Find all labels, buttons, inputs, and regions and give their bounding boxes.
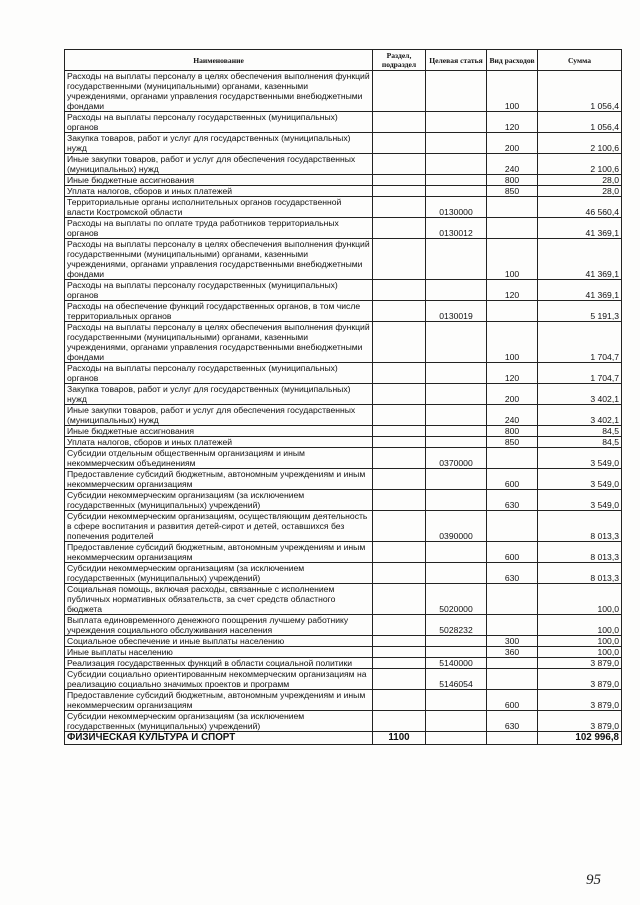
- cell-kind: 600: [487, 690, 538, 711]
- table-row: [65, 426, 622, 437]
- header-kind: Вид расходов: [487, 50, 538, 71]
- table-row: [65, 239, 622, 280]
- cell-section: [373, 469, 426, 490]
- cell-kind: [487, 732, 538, 745]
- cell-kind: 630: [487, 490, 538, 511]
- cell-section: [373, 636, 426, 647]
- header-section: Раздел, подраздел: [373, 50, 426, 71]
- cell-name: Расходы на выплаты персоналу в целях обеспечения выполнения функций государственными (муниципальными) органами, казенными учреждениями, органами управления государственными внебюджетными фондами: [65, 322, 373, 363]
- cell-kind: 120: [487, 112, 538, 133]
- cell-sum: 2 100,6: [538, 133, 622, 154]
- cell-section: [373, 154, 426, 175]
- cell-section: [373, 690, 426, 711]
- table-row: [65, 71, 622, 112]
- cell-section: [373, 584, 426, 615]
- cell-name: Субсидии социально ориентированным некоммерческим организациям на реализацию социально значимых проектов и программ: [65, 669, 373, 690]
- cell-name: Уплата налогов, сборов и иных платежей: [65, 437, 373, 448]
- table-row: [65, 690, 622, 711]
- cell-section: [373, 280, 426, 301]
- cell-target: 0390000: [426, 511, 487, 542]
- table-row: [65, 405, 622, 426]
- cell-section: [373, 133, 426, 154]
- cell-sum: 1 704,7: [538, 322, 622, 363]
- cell-name: Закупка товаров, работ и услуг для государственных (муниципальных) нужд: [65, 384, 373, 405]
- table-row: [65, 197, 622, 218]
- cell-section: [373, 615, 426, 636]
- cell-section: [373, 490, 426, 511]
- cell-target: 0130000: [426, 197, 487, 218]
- cell-section: [373, 658, 426, 669]
- cell-sum: 100,0: [538, 636, 622, 647]
- cell-sum: 3 549,0: [538, 448, 622, 469]
- budget-table: [64, 49, 622, 745]
- cell-target: [426, 186, 487, 197]
- cell-sum: 100,0: [538, 647, 622, 658]
- cell-sum: 2 100,6: [538, 154, 622, 175]
- cell-sum: 41 369,1: [538, 280, 622, 301]
- cell-kind: 200: [487, 384, 538, 405]
- cell-kind: 300: [487, 636, 538, 647]
- cell-name: Расходы на выплаты персоналу государственных (муниципальных) органов: [65, 363, 373, 384]
- table-row: [65, 301, 622, 322]
- cell-name: Субсидии некоммерческим организациям (за исключением государственных (муниципальных) учреждений): [65, 490, 373, 511]
- table-row: [65, 448, 622, 469]
- cell-name: Субсидии некоммерческим организациям (за исключением государственных (муниципальных) учреждений): [65, 711, 373, 732]
- cell-target: [426, 384, 487, 405]
- cell-section: [373, 437, 426, 448]
- table-row: [65, 584, 622, 615]
- table-row: [65, 437, 622, 448]
- cell-sum: 100,0: [538, 615, 622, 636]
- cell-target: [426, 112, 487, 133]
- cell-kind: 120: [487, 363, 538, 384]
- cell-section: [373, 542, 426, 563]
- header-sum: Сумма: [538, 50, 622, 71]
- cell-kind: [487, 218, 538, 239]
- cell-sum: 84,5: [538, 426, 622, 437]
- cell-name: Расходы на выплаты персоналу государственных (муниципальных) органов: [65, 112, 373, 133]
- cell-kind: 600: [487, 542, 538, 563]
- cell-sum: 41 369,1: [538, 218, 622, 239]
- table-header-row: [65, 50, 622, 71]
- cell-kind: 850: [487, 437, 538, 448]
- cell-sum: 3 402,1: [538, 405, 622, 426]
- table-row: [65, 322, 622, 363]
- table-row: [65, 647, 622, 658]
- cell-target: 5028232: [426, 615, 487, 636]
- cell-kind: 100: [487, 322, 538, 363]
- cell-name: Социальное обеспечение и иные выплаты населению: [65, 636, 373, 647]
- cell-name: Иные выплаты населению: [65, 647, 373, 658]
- table-row: [65, 218, 622, 239]
- cell-kind: 600: [487, 469, 538, 490]
- cell-name: Иные бюджетные ассигнования: [65, 175, 373, 186]
- cell-target: [426, 647, 487, 658]
- cell-target: [426, 690, 487, 711]
- header-name: Наименование: [65, 50, 373, 71]
- table-row: [65, 542, 622, 563]
- table-row: [65, 363, 622, 384]
- cell-name: Расходы на обеспечение функций государственных органов, в том числе территориальных органов: [65, 301, 373, 322]
- cell-section: [373, 647, 426, 658]
- cell-target: [426, 469, 487, 490]
- table-row: [65, 658, 622, 669]
- table-row: [65, 636, 622, 647]
- cell-name: Предоставление субсидий бюджетным, автономным учреждениям и иным некоммерческим организациям: [65, 542, 373, 563]
- cell-kind: 800: [487, 426, 538, 437]
- cell-kind: 850: [487, 186, 538, 197]
- cell-sum: 41 369,1: [538, 239, 622, 280]
- cell-section: [373, 384, 426, 405]
- cell-kind: 200: [487, 133, 538, 154]
- cell-name: Социальная помощь, включая расходы, связанные с исполнением публичных нормативных обязательств, за счет средств областного бюджета: [65, 584, 373, 615]
- cell-sum: 3 549,0: [538, 469, 622, 490]
- cell-target: [426, 426, 487, 437]
- cell-target: [426, 437, 487, 448]
- cell-section: [373, 218, 426, 239]
- cell-section: [373, 239, 426, 280]
- cell-section: 1100: [373, 732, 426, 745]
- cell-section: [373, 301, 426, 322]
- cell-sum: 1 056,4: [538, 71, 622, 112]
- table-row: [65, 175, 622, 186]
- cell-target: [426, 563, 487, 584]
- cell-section: [373, 669, 426, 690]
- cell-kind: 240: [487, 405, 538, 426]
- cell-target: 0130019: [426, 301, 487, 322]
- cell-sum: 102 996,8: [538, 732, 622, 745]
- cell-section: [373, 405, 426, 426]
- cell-section: [373, 563, 426, 584]
- cell-section: [373, 197, 426, 218]
- cell-kind: [487, 669, 538, 690]
- cell-section: [373, 71, 426, 112]
- cell-name: Иные закупки товаров, работ и услуг для обеспечения государственных (муниципальных) нужд: [65, 154, 373, 175]
- cell-kind: [487, 584, 538, 615]
- table-body: [65, 71, 622, 745]
- table-row: [65, 186, 622, 197]
- cell-sum: 1 056,4: [538, 112, 622, 133]
- cell-name: Территориальные органы исполнительных органов государственной власти Костромской области: [65, 197, 373, 218]
- cell-target: [426, 71, 487, 112]
- cell-name: Расходы на выплаты персоналу государственных (муниципальных) органов: [65, 280, 373, 301]
- cell-kind: 360: [487, 647, 538, 658]
- cell-sum: 5 191,3: [538, 301, 622, 322]
- cell-kind: [487, 658, 538, 669]
- cell-name: Предоставление субсидий бюджетным, автономным учреждениям и иным некоммерческим организациям: [65, 469, 373, 490]
- cell-sum: 3 879,0: [538, 690, 622, 711]
- cell-section: [373, 511, 426, 542]
- cell-section: [373, 175, 426, 186]
- cell-target: [426, 732, 487, 745]
- cell-kind: 630: [487, 563, 538, 584]
- cell-sum: 3 879,0: [538, 669, 622, 690]
- cell-section: [373, 112, 426, 133]
- cell-name: Уплата налогов, сборов и иных платежей: [65, 186, 373, 197]
- cell-sum: 84,5: [538, 437, 622, 448]
- cell-name: Субсидии некоммерческим организациям (за исключением государственных (муниципальных) учреждений): [65, 563, 373, 584]
- cell-name: Расходы на выплаты персоналу в целях обеспечения выполнения функций государственными (муниципальными) органами, казенными учреждениями, органами управления государственными внебюджетными фондами: [65, 71, 373, 112]
- cell-sum: 8 013,3: [538, 542, 622, 563]
- cell-kind: [487, 615, 538, 636]
- page-number: 95: [586, 872, 601, 888]
- cell-target: [426, 542, 487, 563]
- table-row: [65, 280, 622, 301]
- cell-name: Предоставление субсидий бюджетным, автономным учреждениям и иным некоммерческим организациям: [65, 690, 373, 711]
- cell-target: 0130012: [426, 218, 487, 239]
- table-row: [65, 154, 622, 175]
- cell-kind: [487, 448, 538, 469]
- cell-target: [426, 490, 487, 511]
- table-row: [65, 112, 622, 133]
- cell-kind: 630: [487, 711, 538, 732]
- cell-name: Расходы на выплаты персоналу в целях обеспечения выполнения функций государственными (муниципальными) органами, казенными учреждениями, органами управления государственными внебюджетными фондами: [65, 239, 373, 280]
- cell-target: [426, 175, 487, 186]
- cell-kind: 100: [487, 71, 538, 112]
- cell-name: Расходы на выплаты по оплате труда работников территориальных органов: [65, 218, 373, 239]
- cell-section: [373, 711, 426, 732]
- cell-target: [426, 405, 487, 426]
- cell-section: [373, 448, 426, 469]
- cell-sum: 3 549,0: [538, 490, 622, 511]
- cell-target: 5146054: [426, 669, 487, 690]
- cell-section: [373, 363, 426, 384]
- cell-target: 5020000: [426, 584, 487, 615]
- cell-target: [426, 636, 487, 647]
- cell-name: Субсидии некоммерческим организациям, осуществляющим деятельность в сфере воспитания и развития детей-сирот и детей, оставшихся без попечения родителей: [65, 511, 373, 542]
- cell-kind: 800: [487, 175, 538, 186]
- table-row: [65, 469, 622, 490]
- cell-name: Иные закупки товаров, работ и услуг для обеспечения государственных (муниципальных) нужд: [65, 405, 373, 426]
- cell-section: [373, 186, 426, 197]
- header-target: Целевая статья: [426, 50, 487, 71]
- cell-section: [373, 426, 426, 437]
- cell-sum: 100,0: [538, 584, 622, 615]
- table-row: [65, 615, 622, 636]
- cell-target: [426, 239, 487, 280]
- cell-kind: 100: [487, 239, 538, 280]
- table-row: [65, 732, 622, 745]
- cell-sum: 8 013,3: [538, 511, 622, 542]
- cell-sum: 3 879,0: [538, 711, 622, 732]
- cell-section: [373, 322, 426, 363]
- cell-name: Выплата единовременного денежного поощрения лучшему работнику учреждения социального обслуживания населения: [65, 615, 373, 636]
- table-row: [65, 669, 622, 690]
- cell-name: ФИЗИЧЕСКАЯ КУЛЬТУРА И СПОРТ: [65, 732, 373, 745]
- cell-kind: [487, 197, 538, 218]
- table-row: [65, 711, 622, 732]
- table-row: [65, 563, 622, 584]
- cell-name: Закупка товаров, работ и услуг для государственных (муниципальных) нужд: [65, 133, 373, 154]
- cell-kind: 240: [487, 154, 538, 175]
- cell-kind: [487, 301, 538, 322]
- cell-target: 5140000: [426, 658, 487, 669]
- cell-target: [426, 363, 487, 384]
- cell-target: [426, 133, 487, 154]
- cell-name: Субсидии отдельным общественным организациям и иным некоммерческим объединениям: [65, 448, 373, 469]
- cell-sum: 1 704,7: [538, 363, 622, 384]
- cell-sum: 8 013,3: [538, 563, 622, 584]
- table-row: [65, 133, 622, 154]
- cell-kind: [487, 511, 538, 542]
- cell-target: [426, 280, 487, 301]
- cell-kind: 120: [487, 280, 538, 301]
- cell-target: [426, 154, 487, 175]
- table-row: [65, 490, 622, 511]
- table-row: [65, 511, 622, 542]
- cell-sum: 3 879,0: [538, 658, 622, 669]
- cell-sum: 3 402,1: [538, 384, 622, 405]
- cell-target: 0370000: [426, 448, 487, 469]
- cell-name: Иные бюджетные ассигнования: [65, 426, 373, 437]
- cell-target: [426, 322, 487, 363]
- cell-sum: 28,0: [538, 175, 622, 186]
- cell-sum: 28,0: [538, 186, 622, 197]
- cell-name: Реализация государственных функций в области социальной политики: [65, 658, 373, 669]
- table-row: [65, 384, 622, 405]
- cell-target: [426, 711, 487, 732]
- cell-sum: 46 560,4: [538, 197, 622, 218]
